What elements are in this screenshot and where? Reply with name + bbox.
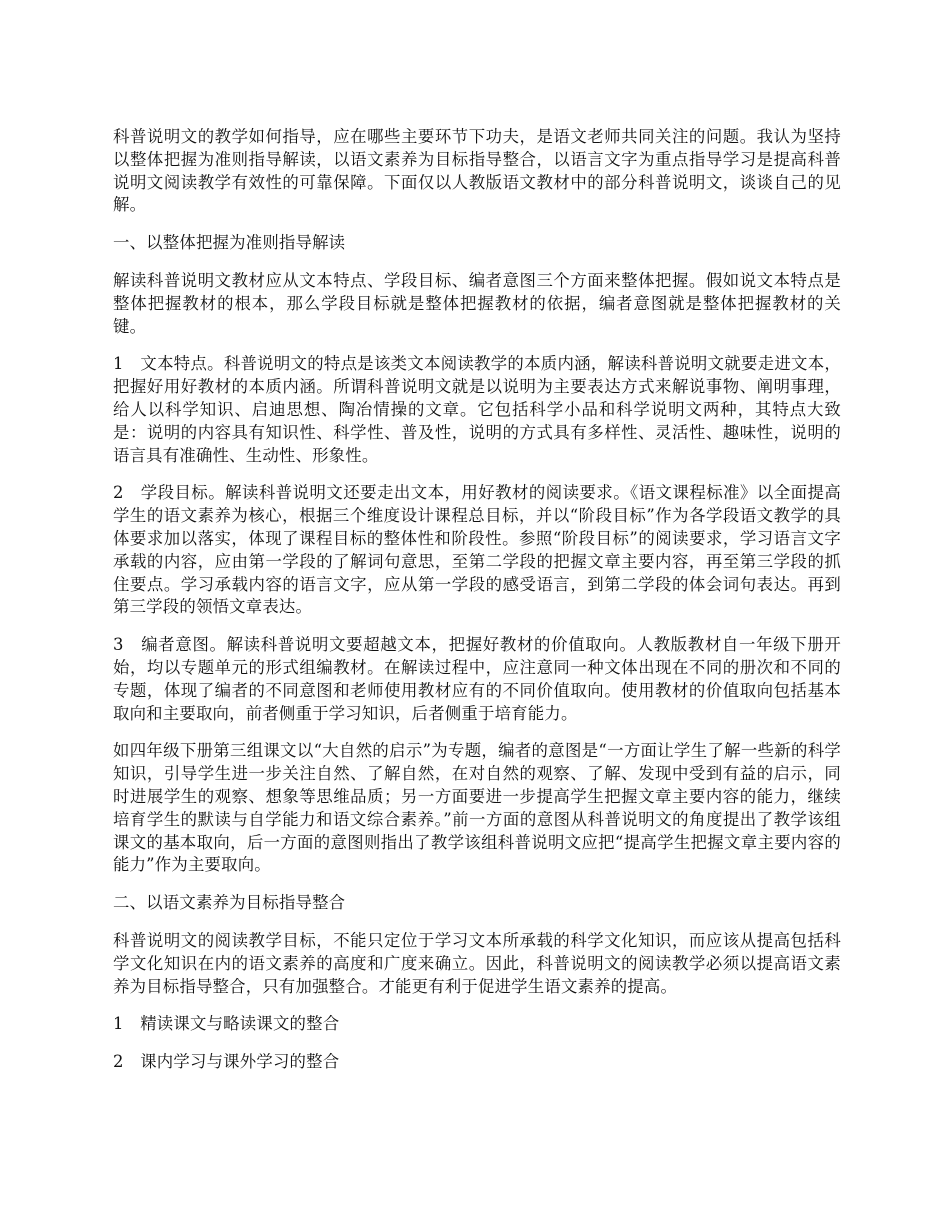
body-paragraph: 3 编者意图。解读科普说明文要超越文本，把握好教材的价值取向。人教版教材自一年级下册开始，均以专题单元的形式组编教材。在解读过程中，应注意同一种文体出现在不同的册次和不同的专题，体现了编者的不同意图和老师使用教材应有的不同价值取向。使用教材的价值取向包括基本取向和主要取向，前者侧重于学习知识，后者侧重于培育能力。 xyxy=(113,635,841,723)
body-paragraph: 2 学段目标。解读科普说明文还要走出文本，用好教材的阅读要求。《语文课程标准》以全面提高学生的语文素养为核心，根据三个维度设计课程总目标，并以“阶段目标”作为各学段语文教学的具体要求加以落实，体现了课程目标的整体性和阶段性。参照“阶段目标”的阅读要求，学习语言文字承载的内容，应由第一学段的了解词句意思，至第二学段的把握文章主要内容，再至第三学段的抓住要点。学习承载内容的语言文字，应从第一学段的感受语言，到第二学段的体会词句表达。再到第三学段的领悟文章表达。 xyxy=(113,483,841,617)
intro-paragraph: 科普说明文的教学如何指导，应在哪些主要环节下功夫，是语文老师共同关注的问题。我认为坚持以整体把握为准则指导解读，以语文素养为目标指导整合，以语言文字为重点指导学习是提高科普说明文阅读教学有效性的可靠保障。下面仅以人教版语文教材中的部分科普说明文，谈谈自己的见解。 xyxy=(113,127,841,215)
section-heading-2: 二、以语文素养为目标指导整合 xyxy=(113,893,346,913)
section-heading-1: 一、以整体把握为准则指导解读 xyxy=(113,233,346,253)
document-body xyxy=(113,126,841,1089)
list-item: 2 课内学习与课外学习的整合 xyxy=(113,1052,340,1072)
body-paragraph: 如四年级下册第三组课文以“大自然的启示”为专题，编者的意图是“一方面让学生了解一些新的科学知识，引导学生进一步关注自然、了解自然，在对自然的观察、了解、发现中受到有益的启示，同时进展学生的观察、想象等思维品质；另一方面要进一步提高学生把握文章主要内容的能力，继续培育学生的默读与自学能力和语文综合素养。”前一方面的意图从科普说明文的角度提出了教学该组课文的基本取向，后一方面的意图则指出了教学该组科普说明文应把“提高学生把握文章主要内容的能力”作为主要取向。 xyxy=(113,741,841,875)
body-paragraph: 科普说明文的阅读教学目标，不能只定位于学习文本所承载的科学文化知识，而应该从提高包括科学文化知识在内的语文素养的高度和广度来确立。因此，科普说明文的阅读教学必须以提高语文素养为目标指导整合，只有加强整合。才能更有利于促进学生语文素养的提高。 xyxy=(113,930,841,996)
body-paragraph: 1 文本特点。科普说明文的特点是该类文本阅读教学的本质内涵，解读科普说明文就要走进文本，把握好用好教材的本质内涵。所谓科普说明文就是以说明为主要表达方式来解说事物、阐明事理，给人以科学知识、启迪思想、陶冶情操的文章。它包括科学小品和科学说明文两种，其特点大致是：说明的内容具有知识性、科学性、普及性，说明的方式具有多样性、灵活性、趣味性，说明的语言具有准确性、生动性、形象性。 xyxy=(113,354,841,465)
list-item: 1 精读课文与略读课文的整合 xyxy=(113,1014,340,1034)
body-paragraph: 解读科普说明文教材应从文本特点、学段目标、编者意图三个方面来整体把握。假如说文本特点是整体把握教材的根本，那么学段目标就是整体把握教材的依据，编者意图就是整体把握教材的关键。 xyxy=(113,270,841,336)
